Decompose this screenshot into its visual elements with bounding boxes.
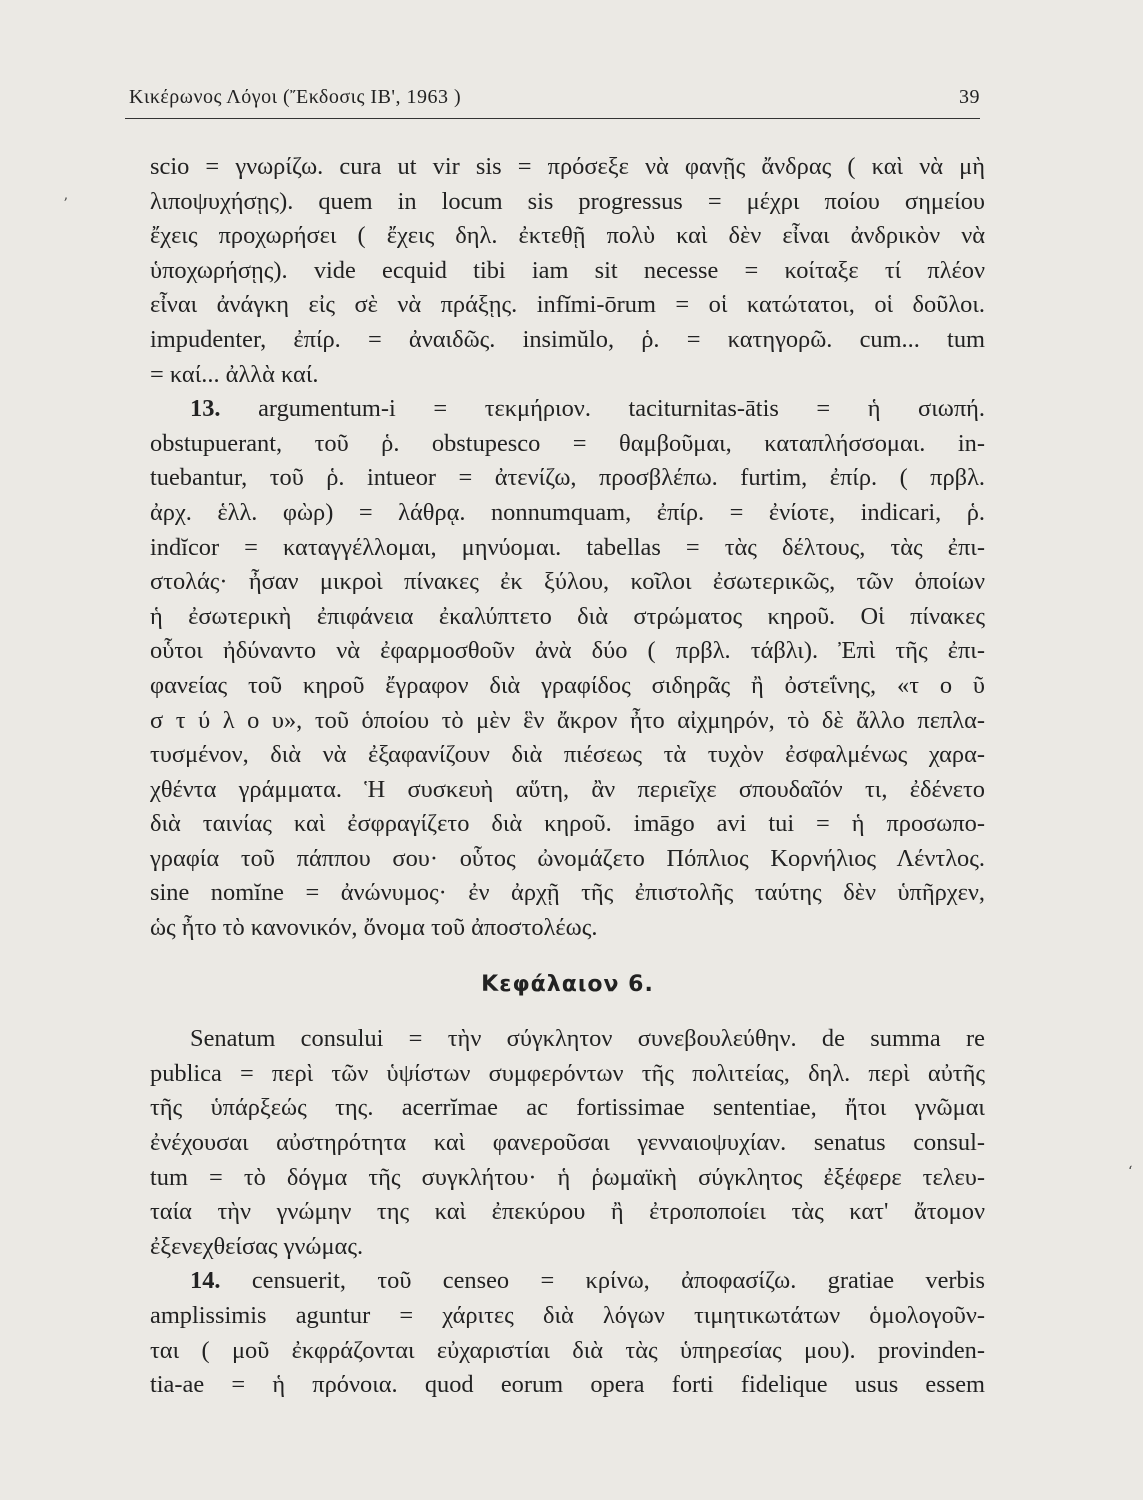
text-line: εἶναι ἀνάγκη εἰς σὲ νὰ πράξῃς. infĭmi-ōrum = οἱ κατώτατοι, οἱ δοῦλοι. — [150, 291, 985, 319]
text-line: οὗτοι ἠδύναντο νὰ ἐφαρμοσθοῦν ἀνὰ δύο ( πρβλ. τάβλι). Ἐπὶ τῆς ἐπι- — [150, 637, 985, 665]
text-line: impudenter, ἐπίρ. = ἀναιδῶς. insimŭlo, ῥ. = κατηγορῶ. cum... tum — [150, 325, 985, 353]
text-line: λιποψυχήσῃς). quem in locum sis progressus = μέχρι ποίου σημείου — [150, 187, 985, 215]
text-line: χθέντα γράμματα. Ἡ συσκευὴ αὕτη, ἂν περιεῖχε σπουδαῖόν τι, ἐδένετο — [150, 775, 985, 803]
body-text — [150, 150, 985, 1403]
text-line: ὑποχωρήσῃς). vide ecquid tibi iam sit necesse = κοίταξε τί πλέον — [150, 256, 985, 284]
text-line: ταία τὴν γνώμην της καὶ ἐπεκύρου ἢ ἐτροποποίει τὰς κατ' ἄτομον — [150, 1198, 985, 1226]
text-line: censuerit, τοῦ censeo = κρίνω, ἀποφασίζω. gratiae verbis — [220, 1267, 985, 1295]
section-13-first-line — [150, 392, 985, 427]
text-line: tum = τὸ δόγμα τῆς συγκλήτου· ἡ ῥωμαϊκὴ σύγκλητος ἐξέφερε τελευ- — [150, 1163, 985, 1191]
chapter-heading: Κεφάλαιον 6. — [481, 971, 654, 997]
text-line: σ τ ύ λ ο υ», τοῦ ὁποίου τὸ μὲν ἓν ἄκρον ἦτο αἰχμηρόν, τὸ δὲ ἄλλο πεπλα- — [150, 706, 985, 734]
text-line: tia-ae = ἡ πρόνοια. quod eorum opera forti fidelique usus essem — [150, 1371, 985, 1399]
section-number: 14. — [190, 1267, 221, 1295]
page-number: 39 — [959, 86, 980, 108]
text-line: scio = γνωρίζω. cura ut vir sis = πρόσεξε νὰ φανῇς ἄνδρας ( καὶ νὰ μὴ — [150, 153, 985, 180]
text-line: ἐξενεχθείσας γνώμας. — [150, 1232, 364, 1260]
text-line: ὡς ἦτο τὸ κανονικόν, ὄνομα τοῦ ἀποστολέως. — [150, 914, 598, 942]
text-line: ται ( μοῦ ἐκφράζονται εὐχαριστίαι διὰ τὰς ὑπηρεσίας μου). provinden- — [150, 1336, 985, 1364]
text-line: indĭcor = καταγγέλλομαι, μηνύομαι. tabellas = τὰς δέλτους, τὰς ἐπι- — [150, 533, 985, 561]
text-line: obstupuerant, τοῦ ῥ. obstupesco = θαμβοῦμαι, καταπλήσσομαι. in- — [150, 429, 985, 457]
text-line: στολάς· ἦσαν μικροὶ πίνακες ἐκ ξύλου, κοῖλοι ἐσωτερικῶς, τῶν ὁποίων — [150, 568, 985, 596]
text-line: ἐνέχουσαι αὐστηρότητα καὶ φανεροῦσαι γενναιοψυχίαν. senatus consul- — [150, 1129, 986, 1157]
page-header — [125, 86, 980, 118]
text-line: argumentum-i = τεκμήριον. taciturnitas-ātis = ἡ σιωπή. — [220, 395, 985, 423]
text-line: = καί... ἀλλὰ καί. — [150, 360, 319, 388]
text-line: amplissimis aguntur = χάριτες διὰ λόγων τιμητικωτάτων ὁμολογοῦν- — [150, 1302, 985, 1329]
text-line: φανείας τοῦ κηροῦ ἔγραφον διὰ γραφίδος σιδηρᾶς ἢ ὀστεΐνης, «τ ο ῦ — [150, 671, 985, 699]
section-14-first-line — [150, 1264, 985, 1299]
text-line: tuebantur, τοῦ ῥ. intueor = ἀτενίζω, προσβλέπω. furtim, ἐπίρ. ( πρβλ. — [150, 464, 985, 492]
running-title: Κικέρωνος Λόγοι (Ἔκδοσις ΙΒ', 1963 ) — [129, 86, 462, 108]
text-line: γραφία τοῦ πάππου σου· οὗτος ὠνομάζετο Πόπλιος Κορνήλιος Λέντλος. — [150, 844, 985, 872]
section-number: 13. — [190, 395, 221, 423]
text-line: ἔχεις προχωρήσει ( ἔχεις δηλ. ἐκτεθῇ πολὺ καὶ δὲν εἶναι ἀνδρικὸν νὰ — [150, 222, 985, 250]
header-rule — [125, 118, 980, 119]
text-line: διὰ ταινίας καὶ ἐσφραγίζετο διὰ κηροῦ. imāgo avi tui = ἡ προσωπο- — [150, 810, 985, 838]
text-line: τυσμένον, διὰ νὰ ἐξαφανίζουν διὰ πιέσεως τὰ τυχὸν ἐσφαλμένως χαρα- — [150, 741, 985, 769]
text-line: τῆς ὑπάρξεώς της. acerrĭmae ac fortissimae sententiae, ἤτοι γνῶμαι — [150, 1094, 985, 1122]
margin-mark: ʻ — [1128, 1164, 1133, 1180]
margin-mark: ʼ — [63, 196, 68, 212]
text-line: ἀρχ. ἑλλ. φὼρ) = λάθρᾳ. nonnumquam, ἐπίρ. = ἐνίοτε, indicari, ῥ. — [150, 498, 985, 526]
text-line: publica = περὶ τῶν ὑψίστων συμφερόντων τῆς πολιτείας, δηλ. περὶ αὐτῆς — [150, 1059, 985, 1087]
text-line: Senatum consului = τὴν σύγκλητον συνεβουλεύθην. de summa re — [190, 1025, 985, 1053]
text-line: sine nomĭne = ἀνώνυμος· ἐν ἀρχῇ τῆς ἐπιστολῆς ταύτης δὲν ὑπῆρχεν, — [150, 879, 985, 907]
text-line: ἡ ἐσωτερικὴ ἐπιφάνεια ἐκαλύπτετο διὰ στρώματος κηροῦ. Οἱ πίνακες — [150, 602, 985, 630]
